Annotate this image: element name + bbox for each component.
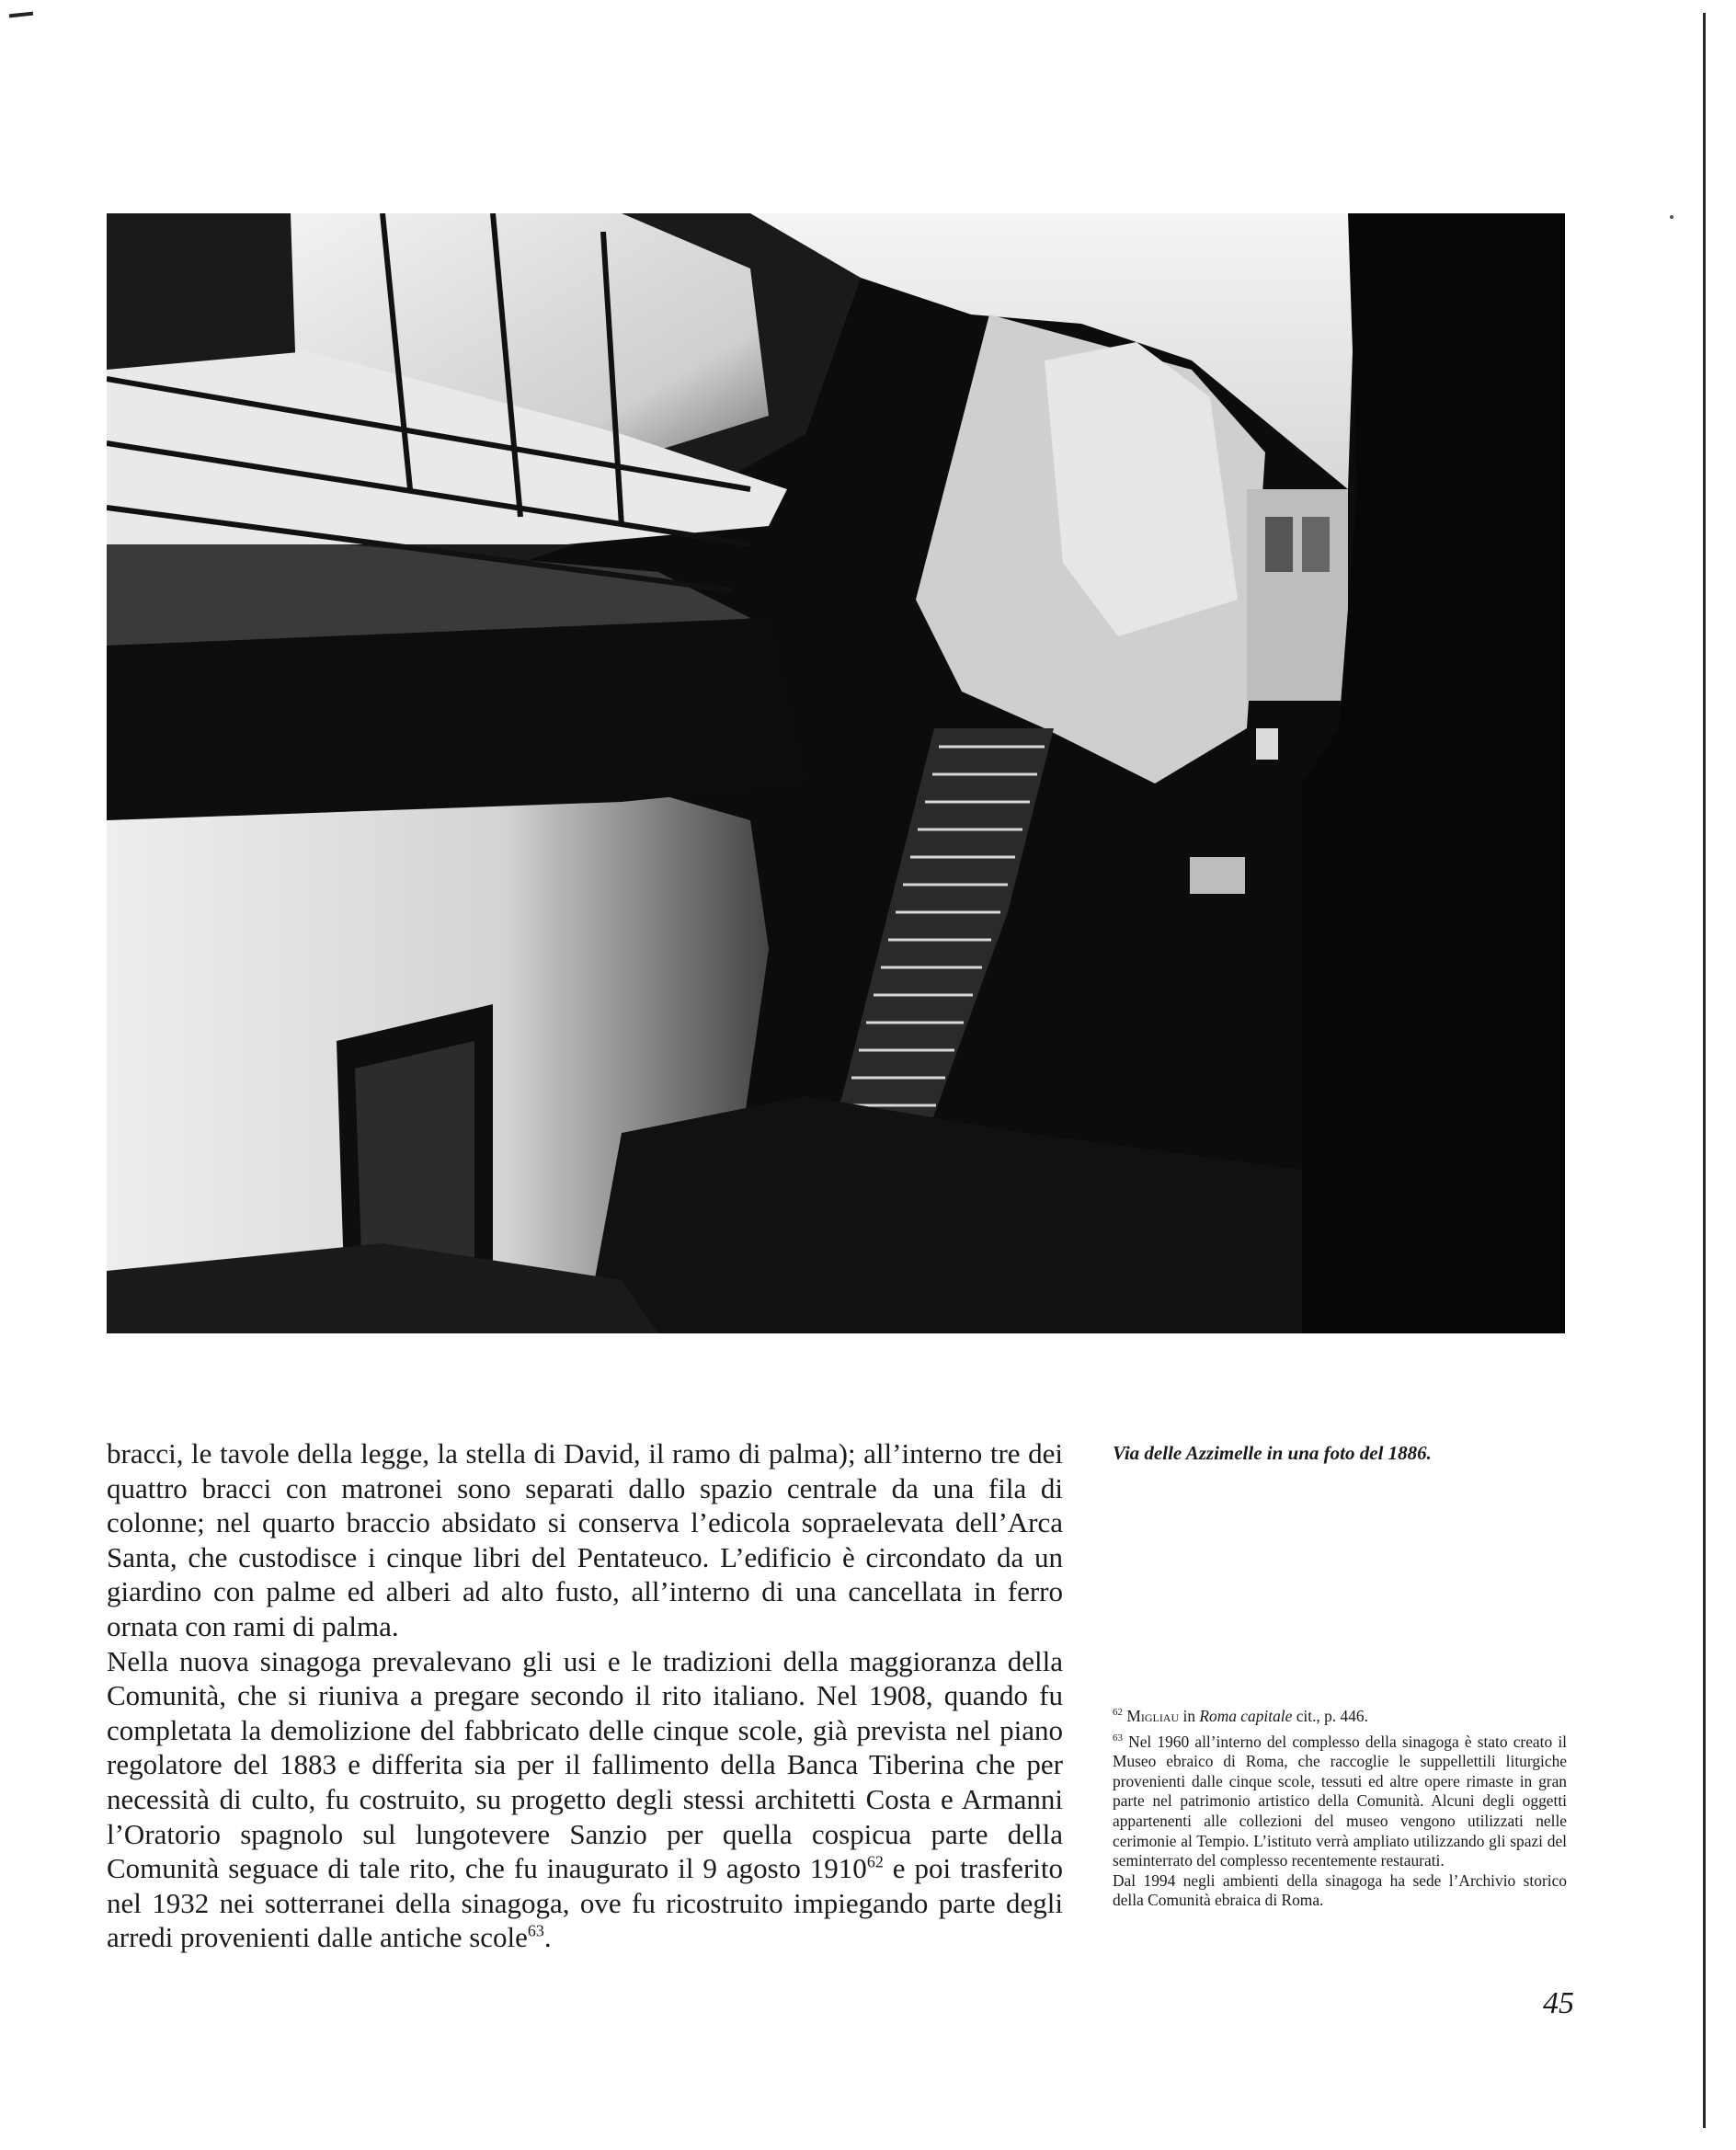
footnote-62 bbox=[1113, 1707, 1567, 1727]
paragraph-2-text-cont: e poi trasferito nel 1932 nei sotterranei della sinagoga, ove fu ricostruito impiegando parte degli arredi provenienti dalle antiche scole bbox=[107, 1852, 1063, 1954]
footnote-ref-62[interactable]: 62 bbox=[866, 1852, 884, 1871]
via-delle-azzimelle-photo bbox=[107, 213, 1565, 1333]
scan-edge-line bbox=[1703, 13, 1706, 2128]
photo-illustration bbox=[107, 213, 1565, 1333]
footnote-number: 62 bbox=[1113, 1707, 1123, 1719]
paragraph-2 bbox=[107, 1644, 1063, 1955]
footnote-text: cit., p. 446. bbox=[1292, 1707, 1368, 1725]
footnote-text: in bbox=[1179, 1707, 1200, 1725]
photo-caption: Via delle Azzimelle in una foto del 1886. bbox=[1113, 1442, 1432, 1464]
footnote-63 bbox=[1113, 1733, 1567, 1871]
scan-speck bbox=[1670, 215, 1673, 219]
footnote-text: Nel 1960 all’interno del complesso della sinagoga è stato creato il Museo ebraico di Roma, che raccoglie le suppellettili liturgiche provenienti dalle cinque scole, tessuti ed altre opere rimaste in gran parte nel patrimonio artistico della Comunità. Alcuni degli oggetti appartenenti alle collezioni del museo vengono utilizzati nelle cerimonie al Tempio. L’istituto verrà ampliato utilizzando gli spazi del seminterrato del complesso recentemente restaurati. bbox=[1113, 1732, 1567, 1870]
body-text bbox=[107, 1436, 1063, 1955]
paragraph-2-end: . bbox=[543, 1921, 552, 1954]
footnote-title: Roma capitale bbox=[1199, 1707, 1293, 1725]
footnotes bbox=[1113, 1707, 1567, 1916]
page-number: 45 bbox=[1543, 1986, 1574, 2020]
footnote-number: 63 bbox=[1113, 1732, 1123, 1744]
footnote-63-continuation: Dal 1994 negli ambienti della sinagoga ha sede l’Archivio storico della Comunità ebraica di Roma. bbox=[1113, 1870, 1567, 1910]
footnote-author: Migliau bbox=[1126, 1707, 1180, 1725]
footnote-ref-63[interactable]: 63 bbox=[527, 1921, 544, 1940]
scan-mark bbox=[9, 12, 33, 18]
paragraph-2-text: Nella nuova sinagoga prevalevano gli usi e le tradizioni della maggioranza della Comunità, che si riuniva a pregare secondo il rito italiano. Nel 1908, quando fu completata la demolizione del fabbricato delle cinque scole, già prevista nel piano regolatore del 1883 e differita sia per il fallimento della Banca Tiberina che per necessità di culto, fu costruito, su progetto degli stessi architetti Costa e Armanni l’Oratorio spagnolo sul lungotevere Sanzio per quella cospicua parte della Comunità seguace di tale rito, che fu inaugurato il 9 agosto 1910 bbox=[107, 1644, 1063, 1885]
paragraph-1: bracci, le tavole della legge, la stella di David, il ramo di palma); all’interno tre dei quattro bracci con matronei sono separati dallo spazio centrale da una fila di colonne; nel quarto braccio absidato si conserva l’edicola sopraelevata dell’Arca Santa, che custodisce i cinque libri del Pentateuco. L’edificio è circondato da un giardino con palme ed alberi ad alto fusto, all’interno di una cancellata in ferro ornata con rami di palma. bbox=[107, 1437, 1063, 1642]
